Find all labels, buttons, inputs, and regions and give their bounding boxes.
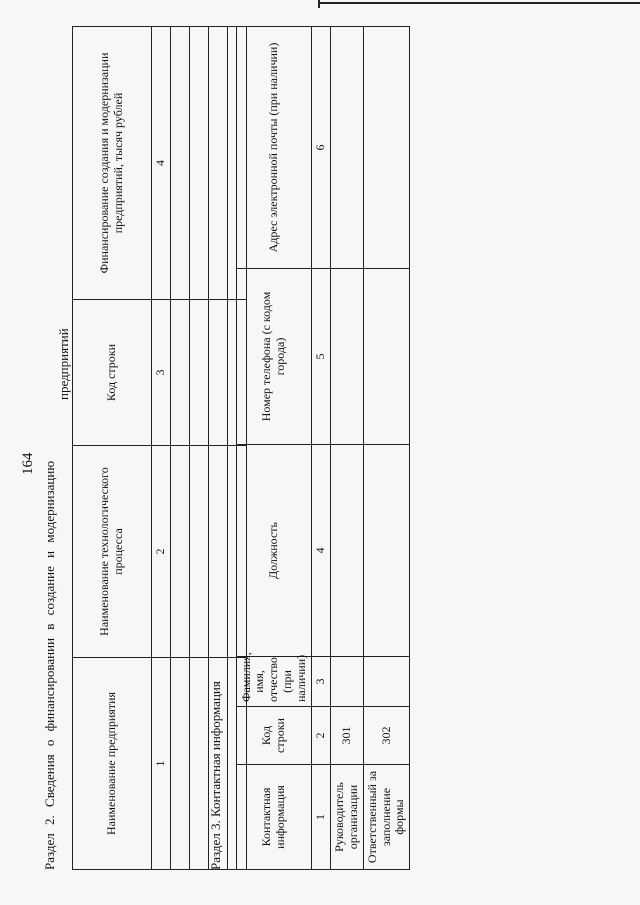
section3-header-row	[237, 27, 312, 870]
row-code: 301	[330, 707, 363, 765]
column-number: 6	[312, 27, 331, 269]
column-number: 3	[152, 300, 171, 446]
empty-cell[interactable]	[330, 27, 363, 269]
empty-cell[interactable]	[170, 658, 189, 870]
column-number: 1	[152, 658, 171, 870]
column-number: 2	[152, 446, 171, 658]
section2-title-continuation: предприятий	[56, 328, 71, 400]
empty-cell[interactable]	[170, 446, 189, 658]
section3-title: Раздел 3. Контактная информация	[208, 681, 223, 870]
empty-cell[interactable]	[208, 27, 227, 300]
section2-empty-row	[189, 27, 208, 870]
column-number: 4	[312, 445, 331, 657]
row-code: 302	[363, 707, 409, 765]
header-phone: Номер телефона (с кодом города)	[237, 269, 312, 445]
table-row	[330, 27, 363, 870]
row-label-head: Руководитель организации	[330, 765, 363, 870]
empty-cell[interactable]	[208, 300, 227, 446]
header-email: Адрес электронной почты (при наличии)	[237, 27, 312, 269]
section2-title: Раздел 2. Сведения о финансировании в создание и модернизацию	[42, 460, 57, 870]
empty-cell[interactable]	[170, 300, 189, 446]
empty-cell[interactable]	[363, 445, 409, 657]
header-position: Должность	[237, 445, 312, 657]
empty-cell[interactable]	[363, 657, 409, 707]
empty-cell[interactable]	[363, 27, 409, 269]
column-number: 1	[312, 765, 331, 870]
empty-cell[interactable]	[189, 446, 208, 658]
empty-cell[interactable]	[170, 27, 189, 300]
column-number: 2	[312, 707, 331, 765]
top-rule	[0, 0, 640, 8]
header-row-code: Код строки	[73, 300, 152, 446]
header-row-code: Код строки	[237, 707, 312, 765]
section3-table	[236, 26, 410, 870]
empty-cell[interactable]	[363, 269, 409, 445]
empty-cell[interactable]	[189, 27, 208, 300]
section2-column-numbers	[152, 27, 171, 870]
column-number: 4	[152, 27, 171, 300]
empty-cell[interactable]	[330, 269, 363, 445]
empty-cell[interactable]	[189, 658, 208, 870]
row-label-responsible: Ответственный за заполнение формы	[363, 765, 409, 870]
section2-empty-row	[170, 27, 189, 870]
empty-cell[interactable]	[330, 657, 363, 707]
empty-cell[interactable]	[189, 300, 208, 446]
empty-cell[interactable]	[330, 445, 363, 657]
top-rule-line	[318, 2, 640, 4]
column-number: 3	[312, 657, 331, 707]
top-rule-tick	[318, 0, 320, 8]
column-number: 5	[312, 269, 331, 445]
section3-column-numbers	[312, 27, 331, 870]
header-financing: Финансирование создания и модернизации предприятий, тысяч рублей	[73, 27, 152, 300]
header-enterprise-name: Наименование предприятия	[73, 658, 152, 870]
table-row	[363, 27, 409, 870]
page-number: 164	[20, 452, 36, 475]
header-process-name: Наименование технологического процесса	[73, 446, 152, 658]
rotated-page	[20, 20, 620, 880]
empty-cell[interactable]	[208, 446, 227, 658]
section2-header-row	[73, 27, 152, 870]
header-contact-info: Контактная информация	[237, 765, 312, 870]
header-full-name: Фамилия, имя, отчество (при наличии)	[237, 657, 312, 707]
